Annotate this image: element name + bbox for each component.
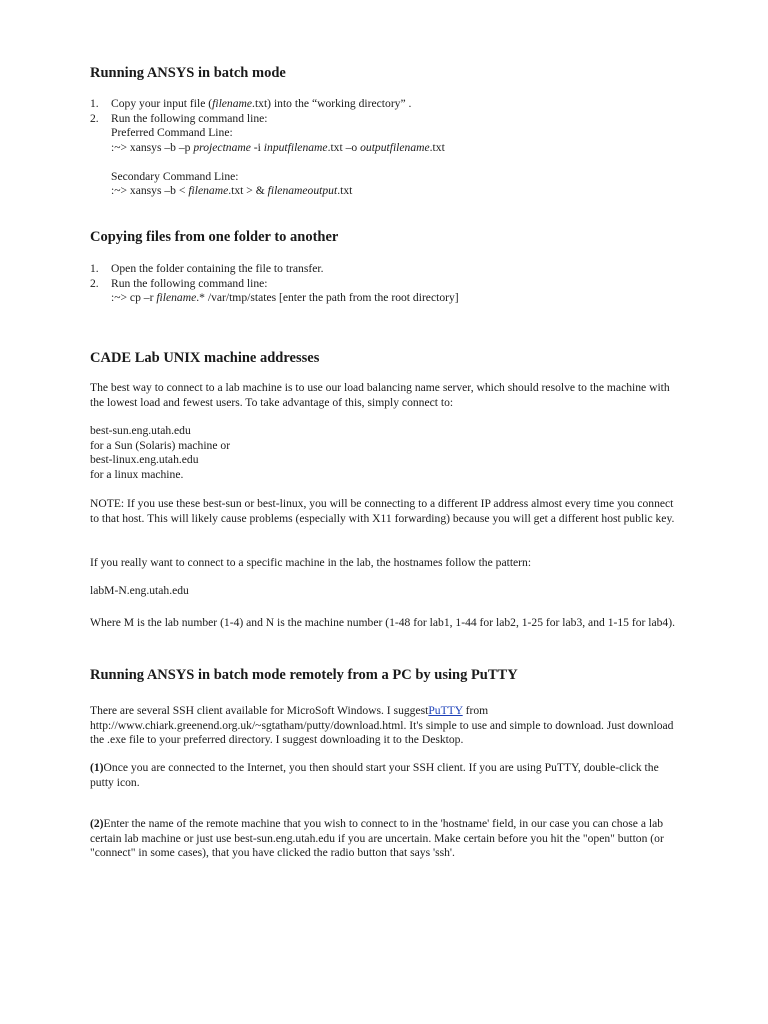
- section-heading-batch-mode: Running ANSYS in batch mode: [90, 65, 286, 81]
- section-heading-putty: Running ANSYS in batch mode remotely from a PC by using PuTTY: [90, 667, 518, 683]
- section-heading-copying-files: Copying files from one folder to another: [90, 229, 339, 245]
- list-item: 2. Run the following command line:: [90, 111, 268, 125]
- hostname-pattern: labM-N.eng.utah.edu: [90, 584, 189, 597]
- preferred-command: :~> xansys –b –p projectname -i inputfilename.txt –o outputfilename.txt: [111, 140, 445, 154]
- putty-intro: There are several SSH client available for MicroSoft Windows. I suggestPuTTY from http://www.chiark.greenend.org.uk/~sgtatham/putty/download.html. It's simple to use and simple to download. Just download the .exe file to your preferred directory. I suggest downloading it to the Desktop.: [90, 704, 674, 746]
- putty-step-2: (2)Enter the name of the remote machine that you wish to connect to in the 'hostname' field, in our case you can chose a lab certain lab machine or just use best-sun.eng.utah.edu if you are uncertain. Make certain before you hit the "open" button (or "connect" in some cases), that you have clicked the radio button that says 'ssh'.: [90, 817, 664, 859]
- preferred-command-label: Preferred Command Line:: [111, 126, 233, 139]
- list-item: 2. Run the following command line:: [90, 276, 268, 290]
- load-balancing-intro: The best way to connect to a lab machine is to use our load balancing name server, which should resolve to the machine with the lowest load and fewest users. To take advantage of this, simply connect to:: [90, 381, 670, 409]
- lab-machine-numbering: Where M is the lab number (1-4) and N is the machine number (1-48 for lab1, 1-44 for lab2, 1-25 for lab3, and 1-15 for lab4).: [90, 616, 675, 629]
- copy-files-steps: [90, 262, 680, 306]
- secondary-command-label: Secondary Command Line:: [111, 169, 239, 183]
- list-number: 2.: [90, 111, 99, 125]
- list-item: 1. Copy your input file (filename.txt) into the “working directory” .: [90, 97, 412, 110]
- step-number: (2): [90, 817, 104, 830]
- copy-command: :~> cp –r filename.* /var/tmp/states [enter the path from the root directory]: [111, 291, 459, 304]
- section-heading-unix-addresses: CADE Lab UNIX machine addresses: [90, 350, 320, 366]
- list-number: 1.: [90, 262, 99, 275]
- hostname-pattern-intro: If you really want to connect to a specific machine in the lab, the hostnames follow the pattern:: [90, 556, 532, 569]
- host-list: [90, 424, 680, 482]
- list-number: 1.: [90, 97, 99, 110]
- batch-mode-steps: [90, 97, 680, 199]
- list-item: 1. Open the folder containing the file to transfer.: [90, 262, 324, 275]
- host-line: for a linux machine.: [90, 467, 184, 481]
- host-line: for a Sun (Solaris) machine or: [90, 438, 231, 452]
- host-line: best-linux.eng.utah.edu: [90, 453, 199, 466]
- putty-step-1: (1)Once you are connected to the Internet, you then should start your SSH client. If you are using PuTTY, double-click the putty icon.: [90, 761, 659, 789]
- step-number: (1): [90, 761, 104, 774]
- putty-link[interactable]: PuTTY: [428, 704, 463, 717]
- host-key-note: NOTE: If you use these best-sun or best-linux, you will be connecting to a different IP address almost every time you connect to that host. This will likely cause problems (especially with X11 forwarding) because you will get a different host public key.: [90, 497, 675, 525]
- host-line: best-sun.eng.utah.edu: [90, 424, 191, 437]
- secondary-command: :~> xansys –b < filename.txt > & filenameoutput.txt: [111, 184, 353, 197]
- list-number: 2.: [90, 276, 99, 290]
